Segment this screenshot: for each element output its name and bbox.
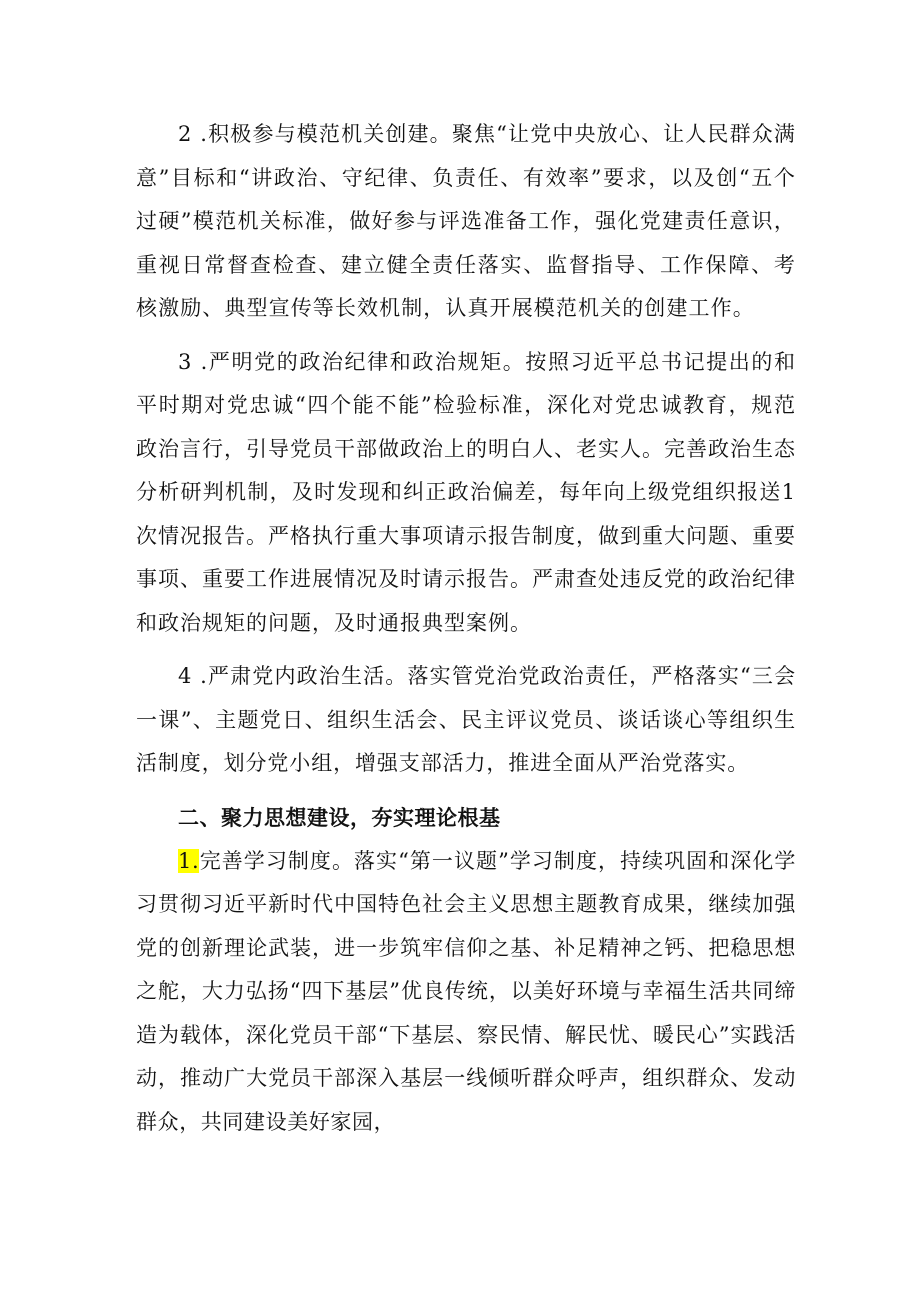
paragraph-text: 严明党的政治纪律和政治规矩。按照习近平总书记提出的和平时期对党忠诚“四个能不能”检验标准，深化对党忠诚教育，规范政治言行，引导党员干部做政治上的明白人、老实人。完善政治生态分析研判机制，及时发现和纠正政治偏差，每年向上级党组织报送1次情况报告。严格执行重大事项请示报告制度，做到重大问题、重要事项、重要工作进展情况及时请示报告。严肃查处违反党的政治纪律和政治规矩的问题，及时通报典型案例。: [136, 349, 797, 635]
paragraph-3: [136, 341, 796, 646]
paragraph-number: 3 .: [178, 349, 209, 374]
paragraph-text: 严肃党内政治生活。落实管党治党政治责任，严格落实“三会一课”、主题党日、组织生活会、民主评议党员、谈话谈心等组织生活制度，划分党小组，增强支部活力，推进全面从严治党落实。: [136, 664, 796, 775]
highlighted-paragraph-number: 1.: [178, 848, 200, 873]
document-body: [136, 113, 796, 1154]
section-heading: 二、聚力思想建设，夯实理论根基: [178, 805, 501, 830]
paragraph-section2-1: [136, 840, 796, 1145]
paragraph-text: 完善学习制度。落实“第一议题”学习制度，持续巩固和深化学习贯彻习近平新时代中国特色社会主义思想主题教育成果，继续加强党的创新理论武装，进一步筑牢信仰之基、补足精神之钙、把稳思想之舵，大力弘扬“四下基层”优良传统，以美好环境与幸福生活共同缔造为载体，深化党员干部“下基层、察民情、解民忧、暖民心”实践活动，推动广大党员干部深入基层一线倾听群众呼声，组织群众、发动群众，共同建设美好家园，: [136, 848, 796, 1134]
paragraph-2: [136, 113, 796, 331]
paragraph-4: [136, 655, 796, 786]
paragraph-text: 积极参与模范机关创建。聚焦“让党中央放心、让人民群众满意”目标和“讲政治、守纪律、负责任、有效率”要求，以及创“五个过硬”模范机关标准，做好参与评选准备工作，强化党建责任意识，重视日常督查检查、建立健全责任落实、监督指导、工作保障、考核激励、典型宣传等长效机制，认真开展模范机关的创建工作。: [136, 122, 797, 320]
paragraph-number: 4 .: [178, 664, 208, 688]
paragraph-number: 2 .: [178, 122, 209, 146]
